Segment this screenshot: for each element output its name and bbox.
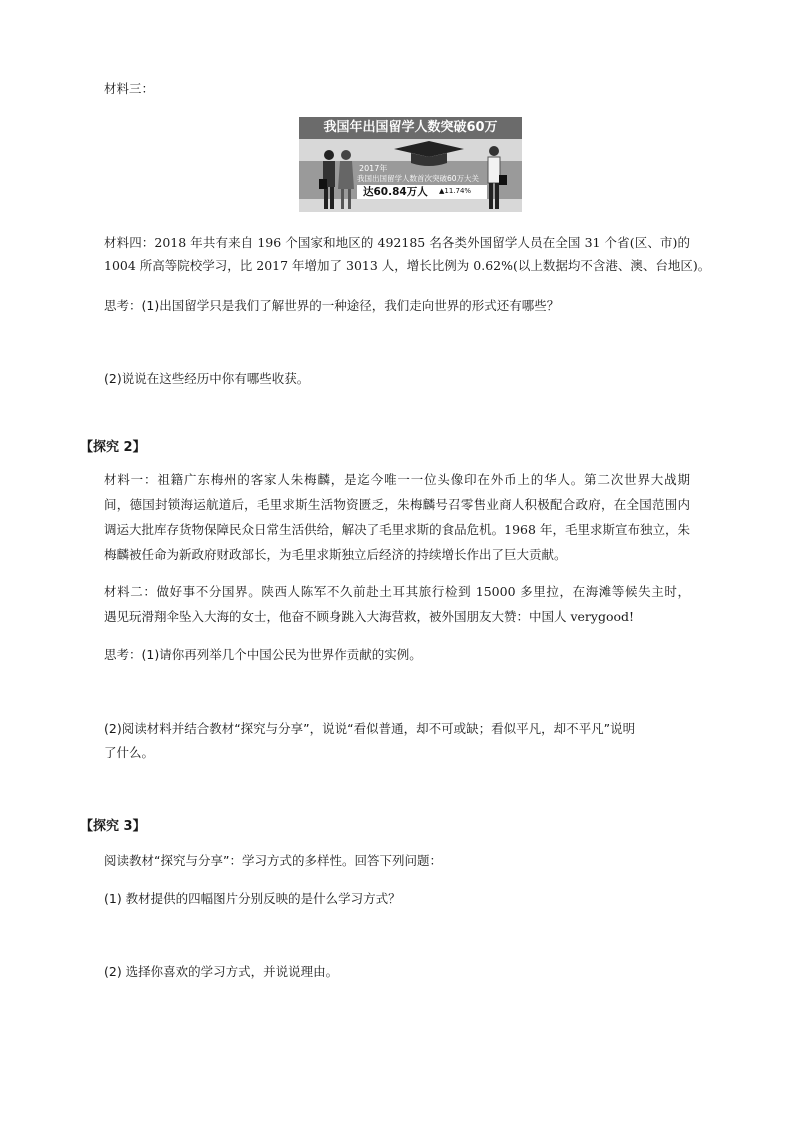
figure-big-number: 达60.84万人 bbox=[363, 186, 428, 198]
material4-line-1: 材料四：2018 年共有来自 196 个国家和地区的 492185 名各类外国留学人员在全国 31 个省(区、市)的 bbox=[104, 235, 690, 250]
material4-line-2: 1004 所高等院校学习，比 2017 年增加了 3013 人，增长比例为 0.62%(以上数据均不含港、澳、台地区)。 bbox=[104, 258, 711, 273]
explore2-question-2-line-1: (2)阅读材料并结合教材“探究与分享”，说说“看似普通，却不可或缺；看似平凡，却不平凡”说明 bbox=[104, 721, 636, 736]
explore2-m1-line-3: 调运大批库存货物保障民众日常生活供给，解决了毛里求斯的食品危机。1968 年，毛里求斯宣布独立，朱 bbox=[104, 522, 690, 537]
think1-question-1: 思考：(1)出国留学只是我们了解世界的一种途径，我们走向世界的形式还有哪些？ bbox=[104, 298, 560, 313]
explore2-m1-line-4: 梅麟被任命为新政府财政部长，为毛里求斯独立后经济的持续增长作出了巨大贡献。 bbox=[104, 547, 567, 562]
figure-subtitle: 我国出国留学人数首次突破60万大关 bbox=[357, 174, 480, 183]
explore3-question-1: (1) 教材提供的四幅图片分别反映的是什么学习方式？ bbox=[104, 891, 401, 906]
right-man-head bbox=[489, 146, 499, 156]
study-abroad-figure bbox=[299, 117, 522, 212]
explore3-intro: 阅读教材“探究与分享”：学习方式的多样性。回答下列问题： bbox=[104, 853, 442, 868]
material3-label: 材料三： bbox=[104, 81, 155, 96]
explore2-m2-line-1: 材料二：做好事不分国界。陕西人陈军不久前赴土耳其旅行检到 15000 多里拉，在海滩等候失主时， bbox=[104, 584, 690, 599]
man-head bbox=[324, 150, 334, 160]
explore2-m1-line-2: 间，德国封锁海运航道后，毛里求斯生活物资匮乏，朱梅麟号召零售业商人积极配合政府，在全国范围内 bbox=[104, 497, 690, 512]
figure-year: 2017年 bbox=[359, 164, 388, 173]
woman-head bbox=[341, 150, 351, 160]
explore2-heading: 【探究 2】 bbox=[80, 440, 146, 455]
explore2-m1-line-1: 材料一：祖籍广东梅州的客家人朱梅麟，是迄今唯一一位头像印在外币上的华人。第二次世界大战期 bbox=[104, 472, 690, 487]
figure-title: 我国年出国留学人数突破60万 bbox=[299, 117, 522, 139]
explore3-question-2: (2) 选择你喜欢的学习方式，并说说理由。 bbox=[104, 964, 339, 979]
explore3-heading: 【探究 3】 bbox=[80, 819, 146, 834]
explore2-m2-line-2: 遇见玩滑翔伞坠入大海的女士，他奋不顾身跳入大海营救，被外国朋友大赞：中国人 verygood! bbox=[104, 609, 635, 624]
woman-body bbox=[338, 161, 354, 189]
explore2-question-2-line-2: 了什么。 bbox=[104, 745, 155, 760]
right-man-body bbox=[488, 157, 500, 183]
figure-growth: ▲11.74% bbox=[439, 187, 472, 195]
graduation-cap-top bbox=[394, 141, 464, 157]
briefcase bbox=[319, 179, 327, 189]
think1-question-2: (2)说说在这些经历中你有哪些收获。 bbox=[104, 371, 310, 386]
explore2-question-1: 思考：(1)请你再列举几个中国公民为世界作贡献的实例。 bbox=[104, 647, 422, 662]
